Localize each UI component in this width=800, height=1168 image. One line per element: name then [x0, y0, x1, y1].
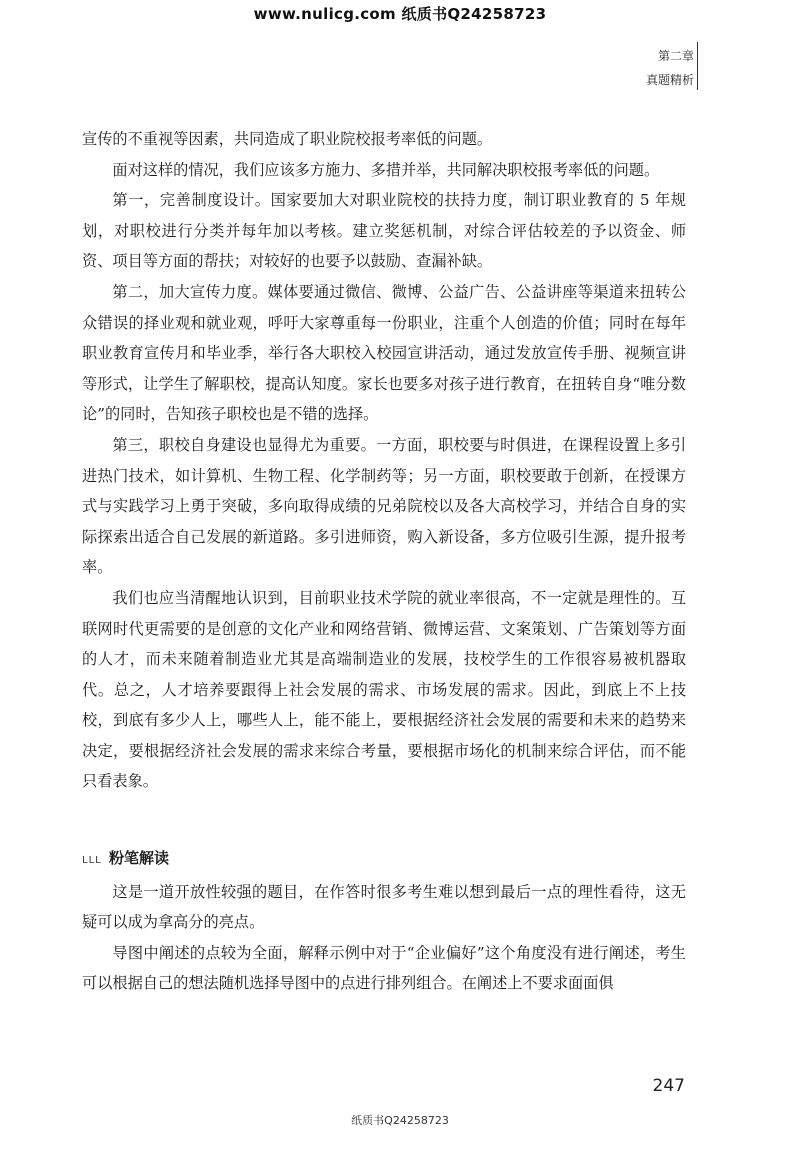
section-marker: LLL [82, 855, 102, 867]
section-heading [82, 843, 686, 877]
paragraph: 宣传的不重视等因素，共同造成了职业院校报考率低的问题。 [82, 130, 493, 148]
paragraph: 这是一道开放性较强的题目，在作答时很多考生难以想到最后一点的理性看待，这无疑可以成为拿高分的亮点。 [82, 882, 686, 932]
paragraph: 第三，职校自身建设也显得尤为重要。一方面，职校要与时俱进，在课程设置上多引进热门技术，如计算机、生物工程、化学制药等；另一方面，职校要敢于创新，在授课方式与实践学习上勇于突破，多向取得成绩的兄弟院校以及各大高校学习，并结合自身的实际探索出适合自己发展的新道路。多引进师资，购入新设备，多方位吸引生源，提升报考率。 [82, 435, 686, 577]
paragraph: 我们也应当清醒地认识到，目前职业技术学院的就业率很高，不一定就是理性的。互联网时代更需要的是创意的文化产业和网络营销、微博运营、文案策划、广告策划等方面的人才，而未来随着制造业尤其是高端制造业的发展，技校学生的工作很容易被机器取代。总之，人才培养要跟得上社会发展的需求、市场发展的需求。因此，到底上不上技校，到底有多少人上，哪些人上，能不能上，要根据经济社会发展的需要和未来的趋势来决定，要根据经济社会发展的需求来综合考量，要根据市场化的机制来综合评估，而不能只看表象。 [82, 588, 686, 791]
top-watermark: www.nulicg.com 纸质书Q24258723 [253, 5, 547, 23]
chapter-header [646, 44, 694, 92]
chapter-label: 第二章 [657, 49, 694, 63]
paragraph: 导图中阐述的点较为全面，解释示例中对于“企业偏好”这个角度没有进行阐述，考生可以根据自己的想法随机选择导图中的点进行排列组合。在阐述上不要求面面俱 [82, 943, 686, 993]
chapter-divider [697, 42, 698, 90]
bottom-watermark: 纸质书Q24258723 [351, 1114, 449, 1127]
page-number: 247 [652, 1076, 685, 1096]
paragraph: 第二，加大宣传力度。媒体要通过微信、微博、公益广告、公益讲座等渠道来扭转公众错误的择业观和就业观，呼吁大家尊重每一份职业，注重个人创造的价值；同时在每年职业教育宣传月和毕业季，举行各大职校入校园宣讲活动，通过发放宣传手册、视频宣讲等形式，让学生了解职校，提高认知度。家长也要多对孩子进行教育，在扭转自身“唯分数论”的同时，告知孩子职校也是不错的选择。 [82, 282, 686, 424]
paragraph: 第一，完善制度设计。国家要加大对职业院校的扶持力度，制订职业教育的 5 年规划，对职校进行分类并每年加以考核。建立奖惩机制，对综合评估较差的予以资金、师资、项目等方面的帮扶；对较好的也要予以鼓励、查漏补缺。 [82, 191, 686, 271]
paragraph: 面对这样的情况，我们应该多方施力、多措并举，共同解决职校报考率低的问题。 [112, 160, 660, 179]
page-body [82, 124, 686, 999]
section-title: 粉笔解读 [108, 849, 169, 868]
chapter-subtitle: 真题精析 [645, 73, 694, 87]
